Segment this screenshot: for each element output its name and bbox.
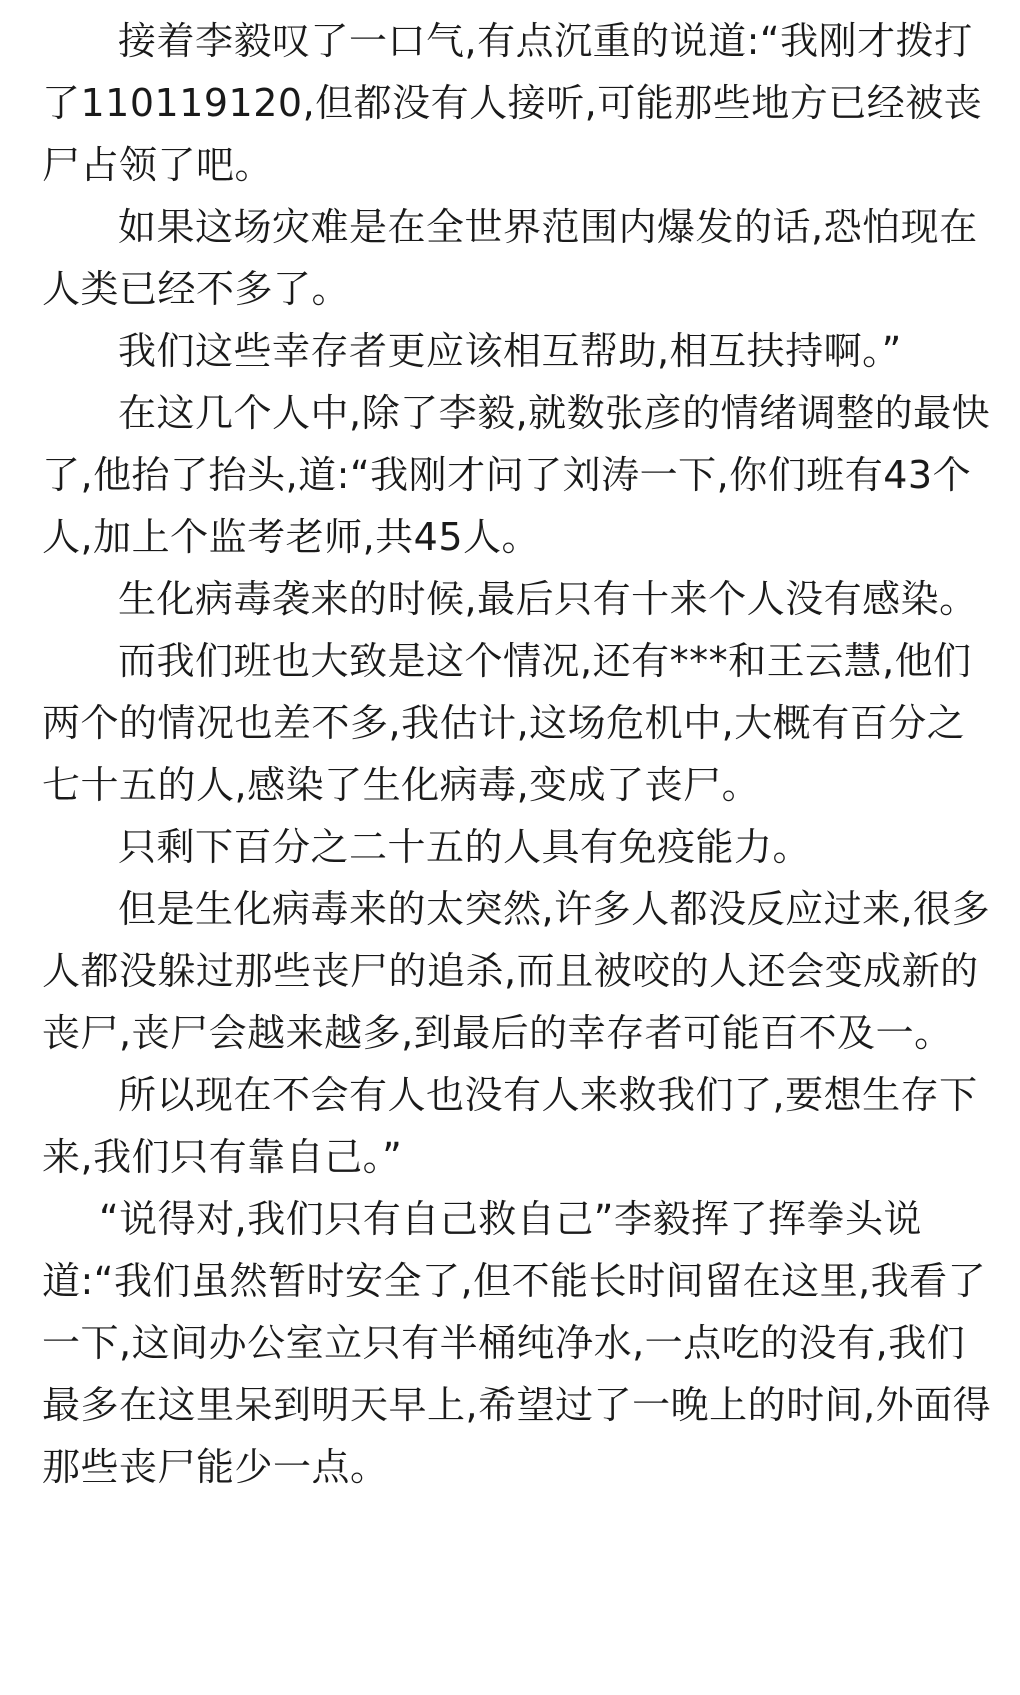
paragraph: 接着李毅叹了一口气,有点沉重的说道:“我刚才拨打了110119120,但都没有人接听,可能那些地方已经被丧尸占领了吧。: [42, 19, 983, 187]
paragraph: 如果这场灾难是在全世界范围内爆发的话,恐怕现在人类已经不多了。: [42, 205, 978, 311]
paragraph: 在这几个人中,除了李毅,就数张彦的情绪调整的最快了,他抬了抬头,道:“我刚才问了刘涛一下,你们班有43个人,加上个监考老师,共45人。: [42, 391, 991, 559]
paragraph: 但是生化病毒来的太突然,许多人都没反应过来,很多人都没躲过那些丧尸的追杀,而且被咬的人还会变成新的丧尸,丧尸会越来越多,到最后的幸存者可能百不及一。: [42, 887, 991, 1055]
paragraph: 所以现在不会有人也没有人来救我们了,要想生存下来,我们只有靠自己。”: [42, 1073, 978, 1179]
paragraph: 我们这些幸存者更应该相互帮助,相互扶持啊。”: [118, 329, 902, 373]
document-body: [42, 10, 1002, 1498]
paragraph: “说得对,我们只有自己救自己”李毅挥了挥拳头说道:“我们虽然暂时安全了,但不能长时间留在这里,我看了一下,这间办公室立只有半桶纯净水,一点吃的没有,我们最多在这里呆到明天早上,希望过了一晚上的时间,外面得那些丧尸能少一点。: [42, 1197, 992, 1489]
paragraph: 而我们班也大致是这个情况,还有***和王云慧,他们两个的情况也差不多,我估计,这场危机中,大概有百分之七十五的人,感染了生化病毒,变成了丧尸。: [42, 639, 972, 807]
paragraph: 生化病毒袭来的时候,最后只有十来个人没有感染。: [118, 577, 978, 621]
paragraph: 只剩下百分之二十五的人具有免疫能力。: [118, 825, 812, 869]
